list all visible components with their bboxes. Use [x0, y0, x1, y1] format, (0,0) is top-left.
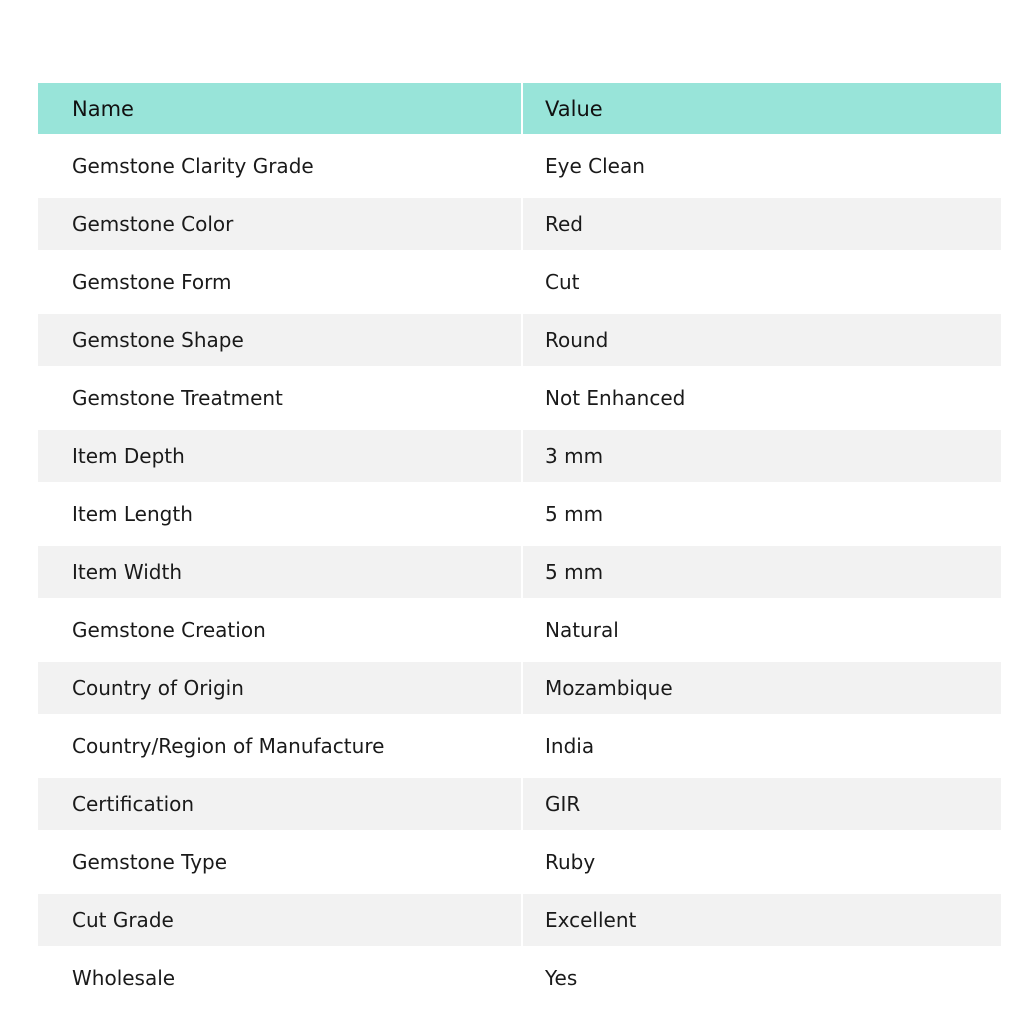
table-row [38, 952, 1001, 1004]
table-row [38, 488, 1001, 540]
row-name-cell: Gemstone Shape [38, 314, 523, 366]
row-name-cell: Gemstone Color [38, 198, 523, 250]
row-name-cell: Cut Grade [38, 894, 523, 946]
table-row [38, 662, 1001, 714]
row-value-cell: Yes [545, 966, 578, 990]
row-name-cell: Wholesale [38, 952, 523, 1004]
table-row [38, 778, 1001, 830]
table-row [38, 140, 1001, 192]
specifications-table [38, 83, 1001, 1004]
row-name-cell: Gemstone Creation [38, 604, 523, 656]
row-name-cell: Gemstone Form [38, 256, 523, 308]
row-name-cell: Item Length [38, 488, 523, 540]
row-value-cell: Excellent [545, 908, 637, 932]
row-name-cell: Country/Region of Manufacture [38, 720, 523, 772]
column-header-name: Name [38, 83, 523, 134]
row-value-cell: Cut [545, 270, 580, 294]
row-value-cell: Round [545, 328, 609, 352]
table-row [38, 720, 1001, 772]
row-value-cell: 5 mm [545, 502, 604, 526]
row-value-cell: Red [545, 212, 583, 236]
table-body [38, 140, 1001, 1004]
row-value-cell: Natural [545, 618, 619, 642]
row-name-cell: Gemstone Clarity Grade [38, 140, 523, 192]
column-header-value: Value [545, 96, 603, 121]
table-row [38, 314, 1001, 366]
table-row [38, 198, 1001, 250]
row-value-cell: Mozambique [545, 676, 673, 700]
row-value-cell: GIR [545, 792, 581, 816]
row-name-cell: Item Depth [38, 430, 523, 482]
row-value-cell: 3 mm [545, 444, 604, 468]
row-name-cell: Item Width [38, 546, 523, 598]
row-name-cell: Gemstone Treatment [38, 372, 523, 424]
row-name-cell: Country of Origin [38, 662, 523, 714]
row-value-cell: India [545, 734, 595, 758]
table-header-row [38, 83, 1001, 134]
table-row [38, 836, 1001, 888]
table-row [38, 604, 1001, 656]
table-row [38, 546, 1001, 598]
table-row [38, 256, 1001, 308]
row-value-cell: Ruby [545, 850, 596, 874]
row-name-cell: Certification [38, 778, 523, 830]
row-value-cell: 5 mm [545, 560, 604, 584]
row-value-cell: Eye Clean [545, 154, 645, 178]
table-row [38, 372, 1001, 424]
table-row [38, 430, 1001, 482]
row-value-cell: Not Enhanced [545, 386, 686, 410]
table-row [38, 894, 1001, 946]
row-name-cell: Gemstone Type [38, 836, 523, 888]
